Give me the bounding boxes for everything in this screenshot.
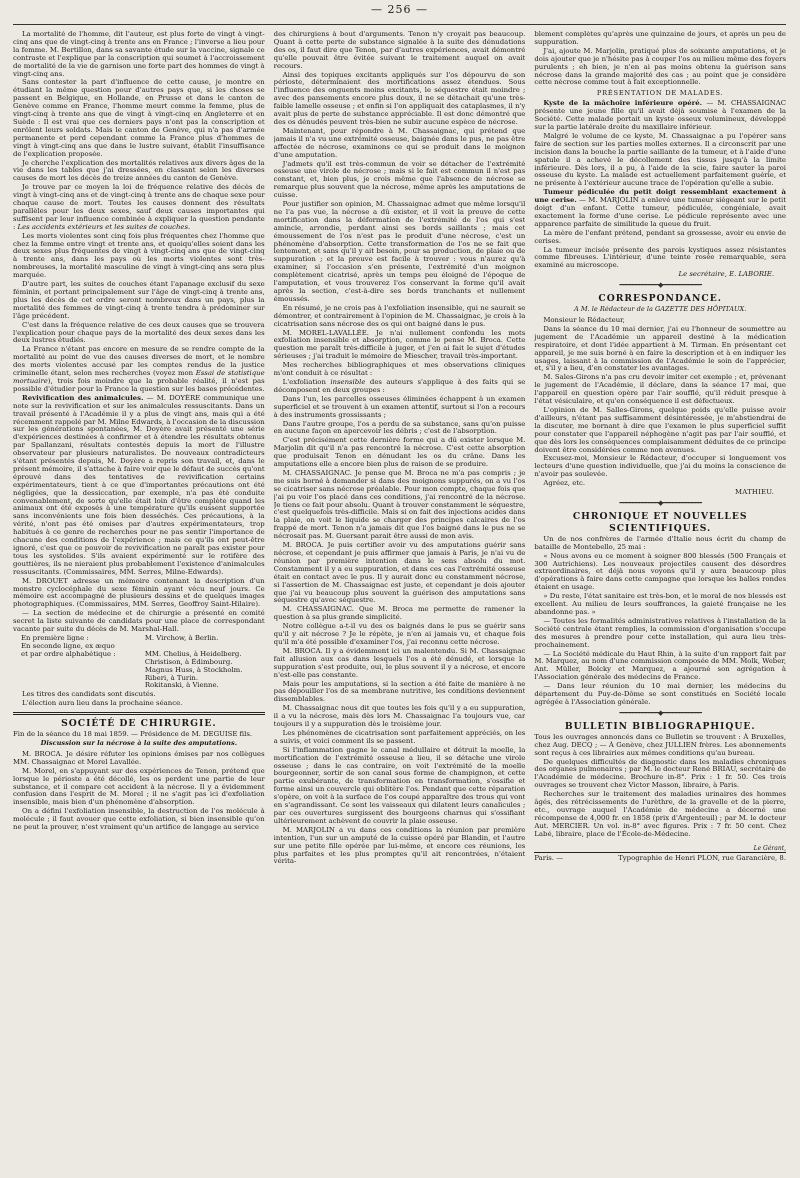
page-number: — 256 — xyxy=(371,3,428,16)
paragraph: Pour justifier son opinion, M. Chassaignac admet que même lorsqu'il ne l'a pas vue, la nécrose a dû exister, et il voit la preuve de cette mortification dans la déformation de l'extrémité de l'os qui s'est amincie, arrondie, perdant ainsi ses bords saillants ; mais cet émoussement de l'os n'est pas le produit d'une nécrose, c'est un phénomène d'absorption. Cette transformation de l'os ne se fait que lentement, et sans qu'il y ait besoin, pour sa production, de plaie ou de suppuration ; et la preuve est facile à trouver : vous n'aurez qu'à examiner, si l'occasion s'en présente, l'extrémité d'un moignon complètement cicatrisé, après un temps peu éloigné de l'époque de l'amputation, et vous trouverez l'os conservant la forme qu'il avait après la section, c'est-à-dire ses bords tranchants et nullement émoussés. xyxy=(273,200,526,303)
paragraph: Si l'inflammation gagne le canal médullaire et détruit la moelle, la mortification de l'extrémité osseuse a lieu, il se détache une virole osseuse ; dans le cas contraire, on voit l'extrémité de la moelle bourgeonner, sortir de son canal sous forme de champignon, et cette partie exubérante, de transformation en transformation, s'ossifie et forme ainsi un couvercle qui oblitère l'os. Pendant que cette réparation s'opère, on voit à la surface de l'os coupé apparaître des trous qui vont en s'agrandissant. Ce sont les vaisseaux qui dilatent leurs canalicules ; par ces ouvertures surgissent des bourgeons charnus qui s'ossifiant ultérieurement achèvent de couvrir la plaie osseuse. xyxy=(273,745,526,825)
gerant-label: Le Gérant, xyxy=(753,844,787,852)
column-3 xyxy=(534,31,786,1155)
section-title: SOCIÉTÉ DE CHIRURGIE. xyxy=(61,718,217,730)
paragraph: Les titres des candidats sont discutés. xyxy=(22,690,156,699)
paragraph: Notre collègue a-t-il vu des os baignés dans le pus se guérir sans qu'il y ait nécrose ? Je le répète, je n'en ai jamais vu, et chaque fois qu'il m'a été possible d'examiner l'os, j'ai reconnu cette nécrose. xyxy=(273,622,526,646)
paragraph xyxy=(534,100,786,132)
ornament-divider: ━━━━━━━━━━━━◆━━━━━━━━━━━━ xyxy=(619,708,701,717)
section-heading: Revivification des animalcules. xyxy=(22,393,144,402)
signature: Le secrétaire, E. LABORIE. xyxy=(678,270,775,279)
section-title: CORRESPONDANCE. xyxy=(598,293,722,305)
paragraph: Maintenant, pour répondre à M. Chassaignac, qui prétend que jamais il n'a vu une extrémité osseuse, baignée dans le pus, ne pas être affectée de nécrose, examinons ce qui se produit dans le moignon d'une amputation. xyxy=(273,126,526,159)
section-title: BULLETIN BIBLIOGRAPHIQUE. xyxy=(564,720,756,732)
list-item: Magnus Huss, à Stockholm. xyxy=(144,665,243,674)
list-item: Rokitanski, à Vienne. xyxy=(144,681,219,690)
subsection-title: PRÉSENTATION DE MALADES. xyxy=(596,89,724,98)
paragraph: La tumeur incisée présente des parois kystiques assez résistantes comme fibreuses. L'intérieur, d'une teinte rosée remarquable, sera examiné au microscope. xyxy=(534,245,787,270)
page-header xyxy=(13,0,786,25)
text: L'exfoliation xyxy=(282,377,326,386)
paragraph: — Dans leur réunion du 10 mai dernier, les médecins du département du Puy-de-Dôme se sont constitués en Société locale agrégée à l'Association générale. xyxy=(534,682,787,706)
text: Typographie de Henri PLON, rue Garancière, 8. xyxy=(618,854,787,863)
paragraph: C'est dans la fréquence relative de ces deux causes que se trouvera l'explication pour chaque pays de la mortalité des deux sexes dans les deux lustres étudiés. xyxy=(13,320,265,345)
paragraph: Dans l'autre groupe, l'os a perdu de sa substance, sans qu'on puisse en aucune façon en apercevoir les débris ; c'est de l'absorption. xyxy=(273,419,526,436)
paragraph: J'ai, ajoute M. Marjolin, pratiqué plus de soixante amputations, et je dois ajouter que je n'hésite pas à couper l'os au milieu même des foyers purulents ; eh bien, je n'en ai pas moins obtenu la guérison sans nécrose dans la grande majorité des cas ; au point que je considère cette nécrose comme tout à fait exceptionnelle. xyxy=(534,46,787,87)
paragraph: M. CHASSAIGNAC. Je pense que M. Broca ne m'a pas compris ; je me suis borné à demander si dans des moignons suppurés, on a vu l'os se cicatriser sans nécrose préalable. Pour mon compte, chaque fois que j'ai pu voir l'os placé dans ces conditions, j'ai rencontré de la nécrose. Je tiens ce fait pour absolu. Quant à trouver constamment le séquestre, c'est quelquefois très-difficile. Mais si on fait des injections acides dans la plaie, on voit le liquide se charger des principes calcaires de l'os frappé de mort. Tenon n'a jamais dit que l'os baigné dans le pus ne se nécrosait pas. M. Guersant parait être aussi de mon avis. xyxy=(273,468,526,541)
text: — M. CHASSAIGNAC présente une jeune fille qu'il avait déjà soumise à l'examen de la Société. Cette malade portait un kyste osseux volumineux, développé sur la partie latérale droite du maxillaire inférieur. xyxy=(534,99,787,131)
italic-text: Essai de statistique mortuaire xyxy=(13,369,265,385)
footer xyxy=(534,845,786,864)
paragraph: L'élection aura lieu dans la prochaine séance. xyxy=(22,699,183,708)
subtitle: A M. le Rédacteur de la GAZETTE DES HÔPITAUX. xyxy=(574,305,747,314)
paragraph: La mère de l'enfant prétend, pendant sa grossesse, avoir eu envie de cerises. xyxy=(534,228,787,245)
text: — M. MARJOLIN a enlevé une tumeur siégeant sur le petit doigt d'un enfant. Cette tumeur, pédiculée, congéniale, avait exactement la forme d'une cerise. Le pédicule représente avec une apparence parfaite de similitude la queue du fruit. xyxy=(534,196,787,228)
printer-line xyxy=(534,852,786,863)
paragraph: M. DROUET adresse un mémoire contenant la description d'un monstre cyclocéphale du sexe féminin ayant vécu neuf jours. Ce mémoire est accompagné de plusieurs dessins et de quelques images photographiques. (Commissaires, MM. Serres, Geoffroy Saint-Hilaire). xyxy=(13,576,265,609)
paragraph: En résumé, je ne crois pas à l'exfoliation insensible, qui ne saurait se démontrer, et contrairement à l'opinion de M. Chassaignac, je crois à la cicatrisation sans nécrose des os qui ont baigné dans le pus. xyxy=(273,303,526,328)
ornament-divider: ━━━━━━━━━━━━◆━━━━━━━━━━━━ xyxy=(619,281,701,290)
columns xyxy=(13,31,786,1155)
paragraph: Les morts violentes sont cinq fois plus fréquentes chez l'homme que chez la femme entre vingt et trente ans, et quoiqu'elles soient dans les deux sexes plus fréquentes de vingt à vingt-cinq ans que de vingt-cinq à trente ans, dans les pays où les morts violentes sont très-nombreuses, la mortalité masculine de vingt à vingt-cinq ans sera plus marquée. xyxy=(13,231,265,280)
entry-heading: Tumeur pédiculée du petit doigt ressemblant exactement à une cerise. xyxy=(534,188,787,205)
paragraph: M. Sales-Girons n'a pas cru devoir imiter cet exemple ; et, prévenant le jugement de l'Académie, il déclare, dans la séance 17 mai, que l'appareil en question opère par l'air soufflé, qu'il réduit presque à l'état vésiculaire, et qu'en conséquence il est défectueux. xyxy=(534,373,787,406)
paragraph: Un de nos confrères de l'armée d'Italie nous écrit du champ de bataille de Montebello, 25 mai : xyxy=(534,534,787,551)
paragraph: M. Chassaignac nous dit que toutes les fois qu'il y a eu suppuration, il a vu la nécrose, mais dès lors M. Chassaignac l'a toujours vue, car toujours il y a suppuration dès le troisième jour. xyxy=(273,704,526,729)
salutation: Monsieur le Rédacteur, xyxy=(543,316,625,324)
paragraph: « Nous avons eu ce moment à soigner 800 blessés (500 Français et 300 Autrichiens). Les nouveaux projectiles causent des désordres extraordinaires, et déjà nous voyons qu'il y aura beaucoup plus d'opérations à faire dans cette campagne que lorsque les balles rondes étaient en usage. xyxy=(534,551,787,592)
paragraph xyxy=(13,346,265,393)
paragraph xyxy=(13,395,265,577)
text: ), trois fois moindre que la probable réalité, il n'est pas possible d'étudier pour la France la question sur les bases précédentes. xyxy=(13,376,265,393)
paragraph: Fin de la séance du 18 mai 1859. — Présidence de M. DEGUISE fils. xyxy=(13,730,253,739)
paragraph: Malgré le volume de ce kyste, M. Chassaignac a pu l'opérer sans faire de section sur les parties molles externes. Il a circonscrit par une incision dans la bouche la partie saillante de la tumeur, et à l'aide d'une spatule il a achevé le décollement des tissus jusqu'à la limite inférieure. Dès lors, il a pu, à l'aide de la scie, faire sauter la paroi osseuse du kyste. La malade est actuellement parfaitement guérie, et ne présente à l'extérieur aucune trace de l'opération qu'elle a subie. xyxy=(534,131,787,188)
list-item: MM. Chelius, à Heidelberg. xyxy=(144,649,242,658)
list-item: Riberi, à Turin. xyxy=(144,673,199,682)
label: M. Virchow, à Berlin. xyxy=(144,633,219,642)
paragraph: M. MOREL-LAVALLÉE. Je n'ai nullement confondu les mots exfoliation insensible et absorption, comme le pense M. Broca. Cette question me paraît très-difficile à juger, et j'en ai fait le sujet d'études sérieuses ; j'ai traduit le mémoire de Miescher, travail très-important. xyxy=(273,328,526,361)
paragraph: » Du reste, l'état sanitaire est très-bon, et le moral de nos blessés est excellent. Au milieu de leurs souffrances, la gaieté française ne les abandonne pas. » xyxy=(534,592,787,616)
ornament-divider: ━━━━━━━━━━━━◆━━━━━━━━━━━━ xyxy=(619,498,701,507)
paragraph: — La Société médicale du Haut Rhin, à la suite d'un rapport fait par M. Marquez, au nom d'une commission composée de MM. Molk, Weber, Ant. Müller, Bolcky et Marquez, a ajourné son agrégation à l'Association générale des médecins de France. xyxy=(534,649,787,682)
paragraph: M. Morel, en s'appuyant sur des expériences de Tenon, prétend que lorsque le périoste a été décollé, les os perdent une partie de leur substance, et il compare cet accident à la nécrose. Il y a évidemment confusion dans l'esprit de M. Morel ; il ne s'agit pas ici d'exfoliation insensible, mais bien d'un phénomène d'absorption. xyxy=(13,766,265,807)
paragraph: Mais pour les amputations, si la section a été faite de manière à ne pas dépouiller l'os de sa membrane nutritive, les conditions deviennent dissemblables. xyxy=(273,679,526,704)
paragraph: C'est précisément cette dernière forme qui a dû exister lorsque M. Marjolin dit qu'il n'a pas rencontré la nécrose. C'est cette absorption que produisait Tenon en dénudant les os du crâne. Dans les amputations elle a encore bien plus de raison de se produire. xyxy=(273,436,526,469)
paragraph: Recherches sur le traitement des maladies urinaires des hommes âgés, des rétrécissements de l'urèthre, de la gravelle et de la pierre, etc., ouvrage auquel l'Académie de médecine a décerné une récompense de 4,000 fr. en 1858 (prix d'Argenteuil) ; par M. le docteur Aut. MERCIER. Un vol. in-8° avec figures. Prix : 7 fr. 50 cent. Chez Labé, libraire, place de l'École-de-Médecine. xyxy=(534,790,787,838)
column-2 xyxy=(274,31,526,1155)
paragraph: Excusez-moi, Monsieur le Rédacteur, d'occuper si longuement vos lecteurs d'une question individuelle, que j'ai du moins la conscience de n'avoir pas soulevée. xyxy=(534,454,787,479)
paragraph xyxy=(274,379,526,395)
paragraph: L'opinion de M. Salles-Girons, quelque poids qu'elle puisse avoir d'ailleurs, n'étant pas suffisamment désintéressée, je m'abstiendrai de la discuter, me bornant à dire que l'examen le plus superficiel suffit pour constater que l'appareil néphogène n'agit pas par l'air soufflé, et que dès lors les conséquences complaisamment déduites de ce principe doivent être considérées comme non avenues. xyxy=(534,405,787,454)
paragraph: Dans la séance du 10 mai dernier, j'ai eu l'honneur de soumettre au jugement de l'Académie un appareil destiné à la médication respiratoire, et dont l'idée appartient à M. Tirman. En présentant cet appareil, je me suis borné à en faire la description et à en indiquer les usages, laissant à la commission de l'Académie le soin de l'apprécier, et, s'il y a lieu, d'en constater les avantages. xyxy=(534,324,787,373)
paragraph: des chirurgiens à bout d'arguments. Tenon n'y croyait pas beaucoup. Quant à cette perte de substance signalée à la suite des dénudations des os, il faut dire que Tenon, par d'autres expériences, avait démontré qu'elle pouvait être évitée suivant le traitement auquel on avait recours. xyxy=(273,31,526,70)
paragraph: M. MARJOLIN a vu dans ces conditions la réunion par première intention, l'un sur un amputé de la cuisse opéré par Blandin, et l'autre sur une petite fille opérée par lui-même, et encore ces réunions, les plus parfaites et les plus promptes qu'il ait rencontrées, n'étaient vérita- xyxy=(273,825,526,866)
subsection-title: Discussion sur la nécrose à la suite des amputations. xyxy=(40,739,237,748)
paragraph: La mortalité de l'homme, dit l'auteur, est plus forte de vingt à vingt-cinq ans que de vingt-cinq à trente ans en France ; l'inverse a lieu pour la femme. M. Bertillon, dans sa savante étude sur la vaccine, signale ce contraste et l'explique par la conscription qui soumet à l'accroissement de mortalité de la vie de garnison une forte part des hommes de vingt à vingt-cinq ans. xyxy=(13,31,265,78)
paragraph: On a défini l'exfoliation insensible, la destruction de l'os molécule à molécule ; il faut avouer que cette exfoliation, si bien insensible qu'on ne peut la prouver, n'est vraiment qu'un artifice de langage au service xyxy=(13,807,265,832)
paragraph: blement complètes qu'après une quinzaine de jours, et après un peu de suppuration. xyxy=(534,31,787,46)
paragraph: Mes recherches bibliographiques et mes observations cliniques m'ont conduit à ce résultat : xyxy=(273,361,526,378)
column-1 xyxy=(13,31,265,1155)
text: — M. DOYÈRE communique une note sur la revivification et sur les animalcules ressuscitants. Dans un travail présenté à l'Académie il y a plus de vingt ans, mais qui a été récemment rappelé par M. Milne Edwards, à l'occasion de la discussion sur les générations spontanées, M. Doyère avait présenté une série d'expériences destinées à confirmer et à étendre les résultats obtenus par Spallanzani, résultats contestés depuis la mort de l'illustre observateur par plusieurs naturalistes. De nouveaux contradicteurs s'étant présentés depuis, M. Doyère a repris son travail, et, dans le présent mémoire, il s'attache à faire voir que le défaut de succès qu'ont éprouvé dans des tentatives de revivification certains expérimentateurs, tient à ce que d'importantes précautions ont été négligées, que la dessiccation, par exemple, n'a pas été conduite convenablement, de sorte qu'elle était loin d'être complète quand les animaux ont été exposés à une température qu'ils eussent supportée sans inconvénients une fois bien desséchés. Ces précautions, à la vérité, n'ont pas été omises par d'autres expérimentateurs, trop habitués à ce genre de recherches pour ne pas sentir l'importance de chacune des conditions de l'expérience ; mais ce qu'ils ont peut-être ignoré, c'est que ce pouvoir de revivification ne paraît pas exister pour tous les systolides. S'ils avaient expérimenté sur le rotifère des gouttières, ils ne nieraient plus probablement l'existence d'animalcules ressuscitants. (Commissaires, MM. Serres, Milne-Edwards). xyxy=(13,393,265,576)
paragraph xyxy=(534,189,786,229)
paragraph xyxy=(13,184,265,231)
paragraph: — La section de médecine et de chirurgie a présenté en comité secret la liste suivante de candidats pour une place de correspondant vacante par suite du décès de M. Marshal-Hall. xyxy=(13,609,265,634)
paragraph: De quelques difficultés de diagnostic dans les maladies chroniques des organes pulmonaires ; par M. le docteur René BRIAU, secrétaire de l'Académie de médecine. Brochure in-8°. Prix : 1 fr. 50. Ces trois ouvrages se trouvent chez Victor Masson, libraire, à Paris. xyxy=(534,757,787,790)
list-item: Christison, à Édimbourg. xyxy=(144,657,233,666)
signature: MATHIEU. xyxy=(735,488,775,497)
paragraph: D'autre part, les suites de couches étant l'apanage exclusif du sexe féminin, et portant principalement sur l'âge de vingt-cinq à trente ans, plus les décès de cet ordre seront nombreux dans un pays, plus la mortalité des femmes de vingt-cinq à trente tendra à prédominer sur l'âge précédent. xyxy=(13,280,265,320)
paragraph: Sans contester la part d'influence de cette cause, je montre en étudiant la même question pour d'autres pays que, si les choses se passent en Belgique, en Hollande, en Prusse et dans le canton de Genève comme en France, l'homme meurt comme la femme, plus de vingt-cinq à trente ans que de vingt à vingt-cinq en Angleterre et en Suède : Il est vrai que ces derniers pays n'ont pas la conscription et enrôlent leurs soldats. Mais le canton de Genève, qui n'a pas d'armée permanente et perd cependant comme la France plus d'hommes de vingt à vingt-cinq ans que dans le lustre suivant, établit l'insuffisance de l'explication proposée. xyxy=(13,78,265,158)
paragraph: M. BROCA. Il y a évidemment ici un malentendu. Si M. Chassaignac fait allusion aux cas dans lesquels l'os a été dénudé, et lorsque la suppuration s'est produite, oui, le plus souvent il y a nécrose, et encore n'est-elle pas constante. xyxy=(273,646,526,679)
italic-text: insensible xyxy=(330,377,366,386)
paragraph: M. BROCA. Je désire réfuter les opinions émises par nos collègues MM. Chassaignac et Morel Lavallée. xyxy=(13,749,265,766)
divider xyxy=(13,712,265,715)
paragraph: M. BROCA. Je puis certifier avoir vu des amputations guérir sans nécrose, et cependant je puis affirmer que jamais à Paris, je n'ai vu de réunion par première intention dans le sens absolu du mot. Constamment il y a eu suppuration, et dans ces cas l'extrémité osseuse était en contact avec le pus. Il y aurait donc eu constamment nécrose, si l'assertion de M. Chassaignac est juste, et cependant je dois ajouter que j'ai vu beaucoup plus souvent la guérison des amputations sans séquestre qu'avec séquestre. xyxy=(273,541,526,605)
paragraph: Agréez, etc. xyxy=(543,479,586,488)
text: Paris. — xyxy=(534,854,564,863)
label: et par ordre alphabétique : xyxy=(21,649,116,658)
candidate-list xyxy=(21,635,265,690)
text: Je trouve par ce moyen la loi de fréquence relative des décès de vingt à vingt-cinq ans et de vingt-cinq à trente ans de chaque sexe pour chaque cause de mort. Toutes les causes donnent des résultats parallèles pour les deux sexes, sauf deux causes importantes qui suffisent par leur influence combinée à expliquer la question pendante : xyxy=(13,183,265,231)
paragraph: Les phénomènes de cicatrisation sont parfaitement appréciés, on les a suivis, et voici comment ils se passent. xyxy=(273,728,526,745)
paragraph: Je cherche l'explication des mortalités relatives aux divers âges de la vie dans les tables que j'ai dressées, en classant selon les diverses causes de mort les décès de treize années du canton de Genève. xyxy=(13,158,265,183)
paragraph: J'admets qu'il est très-commun de voir se détacher de l'extrémité osseuse une virole de nécrose ; mais si le fait est commun il n'est pas constant, et, bien plus, je crois même que l'absence de nécrose se remarque plus souvent que la nécrose, même après les amputations de cuisse. xyxy=(273,159,526,200)
paragraph: — Toutes les formalités administratives relatives à l'installation de la Société centrale étant remplies, la commission d'organisation s'occupe des mesures à prendre pour cette installation, qui aura lieu très-prochainement. xyxy=(534,616,787,649)
text: des auteurs s'applique à des faits qui se décomposent en deux groupes : xyxy=(273,377,526,394)
text: La France n'étant pas encore en mesure de se rendre compte de la mortalité au point de vue des causes diverses de mort, et le nombre des morts violentes accusé par les comptes rendus de la justice criminelle étant, selon mes recherches (voyez mon xyxy=(13,345,265,378)
paragraph: Ainsi des topiques excitants appliqués sur l'os dépourvu de son périoste, déterminaient des mortifications assez étendues. Sous l'influence des onguents moins excitants, le séquestre était moindre ; avec des pansements encore plus doux, il ne se détachait qu'une très-faible lamelle osseuse ; et enfin si l'on appliquait des cataplasmes, il n'y avait plus de perte de substance appréciable. Il est donc démontré que des os dénudés peuvent très-bien ne subir aucune espèce de nécrose. xyxy=(273,70,526,126)
paragraph: M. CHASSAIGNAC. Que M. Broca me permette de ramener la question à sa plus grande simplicité. xyxy=(273,605,526,622)
section-title: CHRONIQUE ET NOUVELLES SCIENTIFIQUES. xyxy=(572,510,748,534)
entry-heading: Kyste de la mâchoire inférieure opéré. xyxy=(543,99,703,108)
paragraph: Tous les ouvrages annoncés dans ce Bulletin se trouvent : À Bruxelles, chez Aug. DECQ ; — À Genève, chez JULLIEN frères. Les abonnements sont reçus à ces librairies aux mêmes conditions qu'au bureau. xyxy=(534,732,787,757)
label: En première ligne : xyxy=(21,633,89,642)
paragraph: Dans l'un, les parcelles osseuses éliminées échappent à un examen superficiel et se trouvent à un examen attentif, surtout si l'on a recours à des instruments grossissants ; xyxy=(273,394,526,419)
italic-text: Les accidents extérieurs et les suites de couches. xyxy=(17,222,191,231)
label: En seconde ligne, ex æquo xyxy=(21,641,115,650)
